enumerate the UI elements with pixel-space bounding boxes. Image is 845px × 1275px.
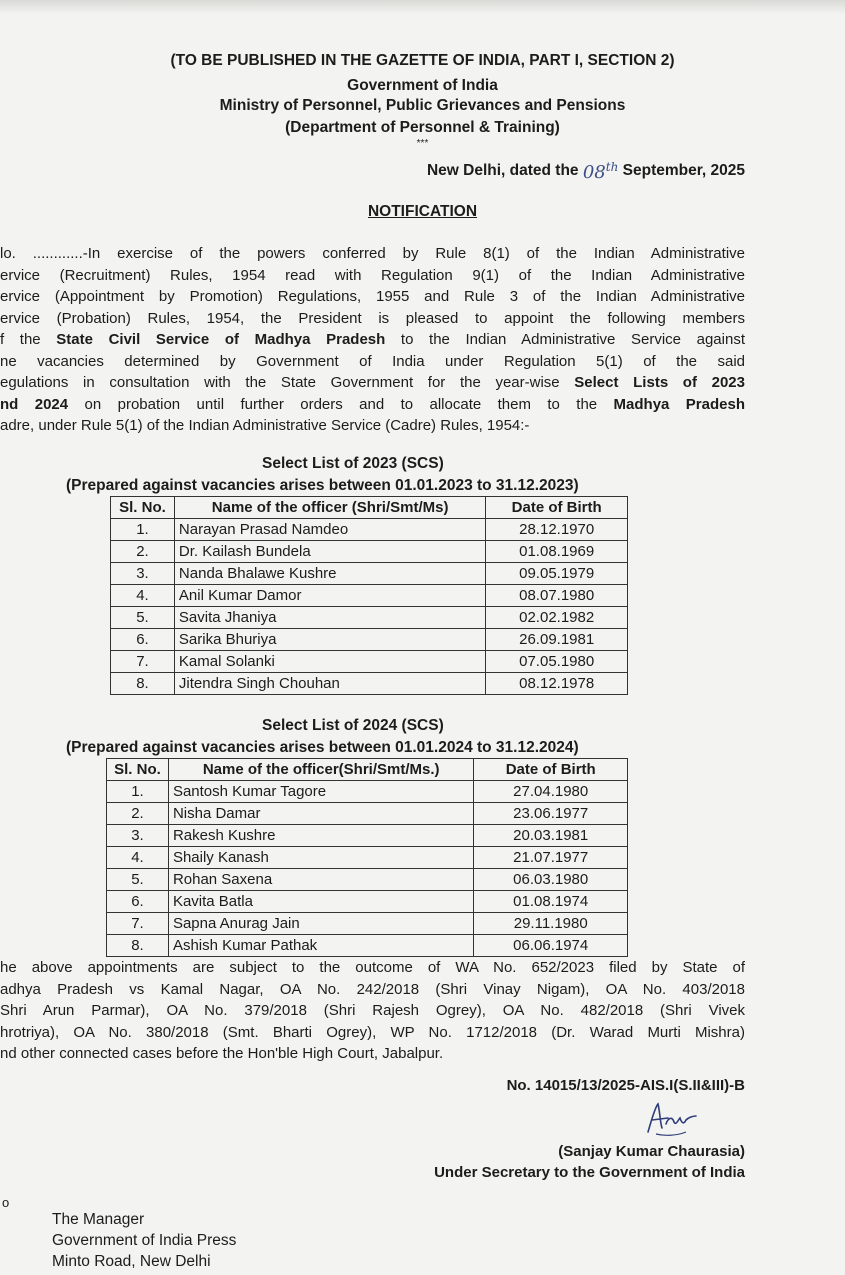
body-line: egulations in consultation with the State Government for the year-wise Select Lists of 2023 <box>0 374 745 391</box>
select-list-2023-title: Select List of 2023 (SCS) <box>262 455 444 472</box>
table-row <box>107 869 628 891</box>
dob-cell: 09.05.1979 <box>486 563 628 585</box>
sl-no-cell: 4. <box>111 585 175 607</box>
separator-stars: *** <box>416 138 429 149</box>
notification-body <box>0 243 745 437</box>
footer-line: he above appointments are subject to the outcome of WA No. 652/2023 filed by State of <box>0 959 745 976</box>
dob-cell: 28.12.1970 <box>486 519 628 541</box>
table-row <box>107 803 628 825</box>
table-row <box>107 825 628 847</box>
table-row <box>111 541 628 563</box>
handwritten-signature <box>642 1098 702 1140</box>
sl-no-cell: 6. <box>111 629 175 651</box>
select-list-2024-subtitle: (Prepared against vacancies arises between 01.01.2024 to 31.12.2024) <box>66 739 579 756</box>
body-line: adre, under Rule 5(1) of the Indian Administrative Service (Cadre) Rules, 1954:- <box>0 417 530 434</box>
to-label: o <box>2 1195 10 1210</box>
sl-no-cell: 6. <box>107 891 169 913</box>
sl-no-cell: 2. <box>107 803 169 825</box>
footer-line: nd other connected cases before the Hon'ble High Court, Jabalpur. <box>0 1045 444 1062</box>
officer-name-cell: Dr. Kailash Bundela <box>174 541 485 563</box>
officer-name-cell: Rakesh Kushre <box>168 825 474 847</box>
officer-name-cell: Narayan Prasad Namdeo <box>174 519 485 541</box>
officer-name-cell: Kavita Batla <box>168 891 474 913</box>
signatory-designation: Under Secretary to the Government of India <box>434 1164 745 1181</box>
sl-no-cell: 1. <box>107 781 169 803</box>
sl-no-cell: 8. <box>107 935 169 957</box>
dob-cell: 26.09.1981 <box>486 629 628 651</box>
date-prefix: New Delhi, dated the <box>426 162 579 179</box>
dob-cell: 08.12.1978 <box>486 673 628 695</box>
table-row <box>107 781 628 803</box>
footer-line: Shri Arun Parmar), OA No. 379/2018 (Shri Rajesh Ogrey), OA No. 482/2018 (Shri Vivek <box>0 1002 745 1019</box>
table-row <box>107 935 628 957</box>
body-line: lo. ............-In exercise of the powers conferred by Rule 8(1) of the Indian Administrative <box>0 245 745 262</box>
select-list-2023-subtitle: (Prepared against vacancies arises between 01.01.2023 to 31.12.2023) <box>66 477 579 494</box>
table-row <box>111 651 628 673</box>
footer-line: adhya Pradesh vs Kamal Nagar, OA No. 242/2018 (Shri Vinay Nigam), OA No. 403/2018 <box>0 980 745 998</box>
sl-no-cell: 7. <box>111 651 175 673</box>
table-row <box>107 847 628 869</box>
dob-cell: 20.03.1981 <box>474 825 628 847</box>
officer-name-cell: Shaily Kanash <box>168 847 474 869</box>
officer-name-cell: Anil Kumar Damor <box>174 585 485 607</box>
col-header-name: Name of the officer(Shri/Smt/Ms.) <box>168 759 474 781</box>
col-header-sl-no: Sl. No. <box>107 759 169 781</box>
table-row <box>107 913 628 935</box>
table-row <box>111 673 628 695</box>
ministry-line: Ministry of Personnel, Public Grievances and Pensions <box>219 97 626 114</box>
addressee-line: The Manager <box>52 1211 145 1228</box>
officer-name-cell: Sapna Anurag Jain <box>168 913 474 935</box>
footer-line: hrotriya), OA No. 380/2018 (Smt. Bharti Ogrey), WP No. 1712/2018 (Dr. Warad Murti Mishra) <box>0 1023 745 1041</box>
addressee-line: Minto Road, New Delhi <box>52 1253 211 1270</box>
body-line: nd 2024 on probation until further orders and to allocate them to the Madhya Pradesh <box>0 395 745 413</box>
table-row <box>111 563 628 585</box>
body-line: f the State Civil Service of Madhya Pradesh to the Indian Administrative Service against <box>0 331 745 348</box>
dob-cell: 01.08.1969 <box>486 541 628 563</box>
col-header-dob: Date of Birth <box>486 497 628 519</box>
select-list-2024-title: Select List of 2024 (SCS) <box>262 717 444 734</box>
table-header-row <box>107 759 628 781</box>
sl-no-cell: 5. <box>111 607 175 629</box>
officer-name-cell: Santosh Kumar Tagore <box>168 781 474 803</box>
court-cases-paragraph <box>0 957 745 1065</box>
sl-no-cell: 7. <box>107 913 169 935</box>
table-row <box>111 519 628 541</box>
table-row <box>111 607 628 629</box>
notification-title: NOTIFICATION <box>367 203 478 220</box>
dob-cell: 23.06.1977 <box>474 803 628 825</box>
dob-cell: 06.06.1974 <box>474 935 628 957</box>
sl-no-cell: 2. <box>111 541 175 563</box>
dob-cell: 08.07.1980 <box>486 585 628 607</box>
body-line: ne vacancies determined by Government of India under Regulation 5(1) of the said <box>0 352 745 370</box>
handwritten-day: 08th <box>582 160 619 183</box>
col-header-dob: Date of Birth <box>474 759 628 781</box>
gazette-publication-line: (TO BE PUBLISHED IN THE GAZETTE OF INDIA, PART I, SECTION 2) <box>170 52 675 69</box>
body-line: ervice (Probation) Rules, 1954, the President is pleased to appoint the following members <box>0 309 745 327</box>
col-header-sl-no: Sl. No. <box>111 497 175 519</box>
officer-name-cell: Jitendra Singh Chouhan <box>174 673 485 695</box>
scan-top-edge <box>0 0 845 14</box>
department-line: (Department of Personnel & Training) <box>285 119 560 136</box>
select-list-2024-table <box>106 758 628 957</box>
officer-name-cell: Rohan Saxena <box>168 869 474 891</box>
dob-cell: 02.02.1982 <box>486 607 628 629</box>
dob-cell: 29.11.1980 <box>474 913 628 935</box>
table-row <box>107 891 628 913</box>
sl-no-cell: 4. <box>107 847 169 869</box>
sl-no-cell: 1. <box>111 519 175 541</box>
addressee-line: Government of India Press <box>52 1232 237 1249</box>
col-header-name: Name of the officer (Shri/Smt/Ms) <box>174 497 485 519</box>
table-row <box>111 585 628 607</box>
body-line: ervice (Recruitment) Rules, 1954 read with Regulation 9(1) of the Indian Administrative <box>0 266 745 284</box>
dob-cell: 27.04.1980 <box>474 781 628 803</box>
table-header-row <box>111 497 628 519</box>
government-line: Government of India <box>347 77 498 94</box>
officer-name-cell: Kamal Solanki <box>174 651 485 673</box>
officer-name-cell: Nanda Bhalawe Kushre <box>174 563 485 585</box>
officer-name-cell: Sarika Bhuriya <box>174 629 485 651</box>
officer-name-cell: Nisha Damar <box>168 803 474 825</box>
select-list-2023-table <box>110 496 628 695</box>
officer-name-cell: Savita Jhaniya <box>174 607 485 629</box>
sl-no-cell: 8. <box>111 673 175 695</box>
reference-number: No. 14015/13/2025-AIS.I(S.II&III)-B <box>506 1077 745 1094</box>
sl-no-cell: 5. <box>107 869 169 891</box>
date-line <box>426 157 745 183</box>
officer-name-cell: Ashish Kumar Pathak <box>168 935 474 957</box>
signatory-name: (Sanjay Kumar Chaurasia) <box>558 1143 745 1160</box>
dob-cell: 21.07.1977 <box>474 847 628 869</box>
sl-no-cell: 3. <box>111 563 175 585</box>
sl-no-cell: 3. <box>107 825 169 847</box>
dob-cell: 07.05.1980 <box>486 651 628 673</box>
dob-cell: 01.08.1974 <box>474 891 628 913</box>
body-line: ervice (Appointment by Promotion) Regulations, 1955 and Rule 3 of the Indian Administrative <box>0 288 745 305</box>
date-suffix: September, 2025 <box>622 162 745 179</box>
table-row <box>111 629 628 651</box>
dob-cell: 06.03.1980 <box>474 869 628 891</box>
